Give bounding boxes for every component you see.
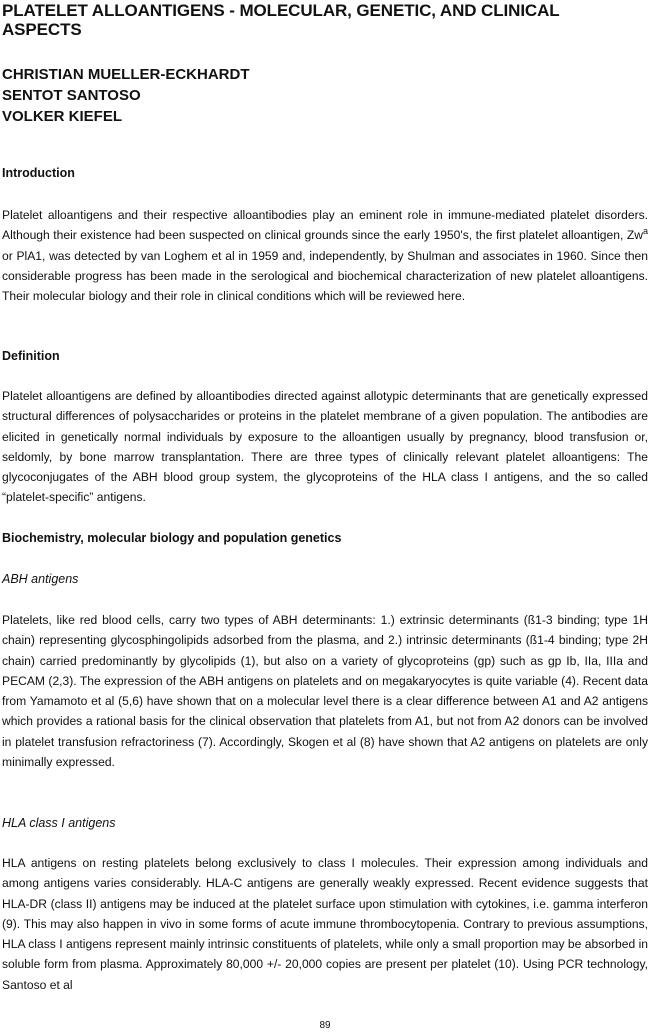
hla-text: HLA antigens on resting platelets belong exclusively to class I molecules. Their expression among individuals and among antigens varies considerably. HLA-C antigens are generally weakly expressed. Recent evidence suggests that HLA-DR (class II) antigens may be induced at the platelet surface upon stimulation with cytokines, i.e. gamma interferon (9). This may also happen in vivo in some forms of acute immune thrombocytopenia. Contrary to previous assumptions, HLA class I antigens represent mainly intrinsic constituents of platelets, while only a small proportion may be absorbed in soluble form from plasma. Approximately 80,000 +/- 20,000 copies are present per platelet (10). Using PCR technology, Santoso et al xyxy=(2,856,648,992)
introduction-text-part: or PlA1, was detected by van Loghem et al in 1959 and, independently, by Shulman and associates in 1960. Since then considerable progress has been made in the serological and biochemical characterization of new platelet alloantigens. Their molecular biology and their role in clinical conditions which will be reviewed here. xyxy=(2,248,648,304)
introduction-text-part: Platelet alloantigens and their respective alloantibodies play an eminent role in immune-mediated platelet disorders. Although their existence had been suspected on clinical grounds since the early 1950's, the first platelet alloantigen, Zw xyxy=(2,208,648,243)
author-list xyxy=(2,64,250,127)
abh-paragraph xyxy=(2,610,648,772)
author-name: VOLKER KIEFEL xyxy=(2,108,123,125)
author-name: SENTOT SANTOSO xyxy=(2,87,141,104)
superscript-a: a xyxy=(642,226,648,237)
definition-text: Platelet alloantigens are defined by alloantibodies directed against allotypic determinants that are genetically expressed structural differences of polysaccharides or proteins in the platelet membrane of a given population. The antibodies are elicited in genetically normal individuals by exposure to the alloantigen usually by pregnancy, blood transfusion or, seldomly, by bone marrow transplantation. There are three types of clinically relevant platelet alloantigens: The glycoconjugates of the ABH blood group system, the glycoproteins of the HLA class I antigens, and the so called “platelet-specific” antigens. xyxy=(2,389,648,505)
author-name: CHRISTIAN MUELLER-ECKHARDT xyxy=(2,66,250,83)
definition-paragraph xyxy=(2,386,648,508)
subsection-heading-hla: HLA class I antigens xyxy=(2,816,116,830)
page-number: 89 xyxy=(319,1020,331,1031)
paper-title: PLATELET ALLOANTIGENS - MOLECULAR, GENETIC, AND CLINICAL ASPECTS xyxy=(2,1,560,39)
section-heading-definition: Definition xyxy=(2,349,60,363)
section-heading-introduction: Introduction xyxy=(2,166,75,180)
introduction-paragraph xyxy=(2,205,648,306)
hla-paragraph xyxy=(2,853,648,995)
abh-text: Platelets, like red blood cells, carry two types of ABH determinants: 1.) extrinsic determinants (ß1-3 binding; type 1H chain) representing glycosphingolipids adsorbed from the plasma, and 2.) intrinsic determinants (ß1-4 binding; type 2H chain) carried predominantly by glycolipids (1), but also on a variety of glycoproteins (gp) such as gp Ib, IIa, IIIa and PECAM (2,3). The expression of the ABH antigens on platelets and on megakaryocytes is quite variable (4). Recent data from Yamamoto et al (5,6) have shown that on a molecular level there is a clear difference between A1 and A2 antigens which provides a rational basis for the clinical observation that platelets from A1, but not from A2 donors can be involved in platelet transfusion refractoriness (7). Accordingly, Skogen et al (8) have shown that A2 antigens on platelets are only minimally expressed. xyxy=(2,613,648,770)
section-heading-biochemistry: Biochemistry, molecular biology and population genetics xyxy=(2,531,342,545)
subsection-heading-abh: ABH antigens xyxy=(2,572,79,586)
